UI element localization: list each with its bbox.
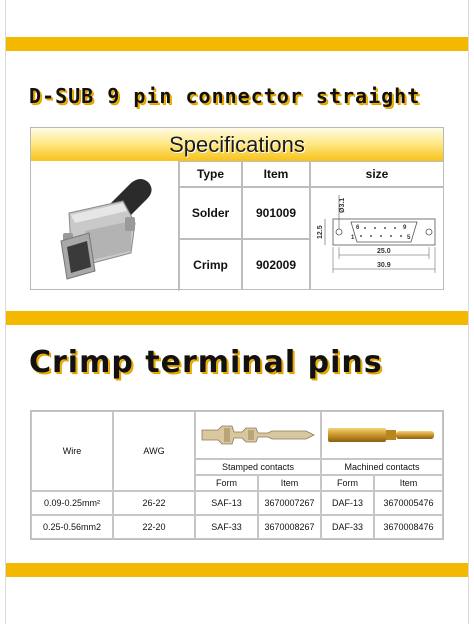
- row1-awg: 26-22: [113, 491, 195, 515]
- pin-6-label: 6: [356, 224, 360, 231]
- machined-contact-image: [321, 411, 443, 459]
- specifications-heading: Specifications: [31, 128, 443, 161]
- row-item-crimp: 902009: [242, 239, 310, 290]
- specifications-table: [30, 127, 444, 290]
- row2-stamped-form: SAF-33: [195, 515, 258, 539]
- col-header-size: size: [310, 161, 444, 187]
- pin-5-label: 5: [407, 234, 411, 241]
- stamped-contact-image: [195, 411, 321, 459]
- row-type-solder: Solder: [179, 187, 242, 239]
- group-machined-contacts: Machined contacts: [321, 459, 443, 475]
- col-header-type: Type: [179, 161, 242, 187]
- row1-machined-item: 3670005476: [374, 491, 443, 515]
- group-stamped-contacts: Stamped contacts: [195, 459, 321, 475]
- pin-1-label: 1: [351, 234, 355, 241]
- row2-awg: 22-20: [113, 515, 195, 539]
- crimp-pins-table: [30, 410, 444, 540]
- subheader-stamped-item: Item: [258, 475, 321, 491]
- accent-bar-top: [6, 37, 468, 51]
- col-header-wire: Wire: [31, 411, 113, 491]
- row1-wire: 0.09-0.25mm²: [31, 491, 113, 515]
- row2-stamped-item: 3670008267: [258, 515, 321, 539]
- row2-wire: 0.25-0.56mm2: [31, 515, 113, 539]
- pin-9-label: 9: [403, 224, 407, 231]
- col-header-awg: AWG: [113, 411, 195, 491]
- row2-machined-item: 3670008476: [374, 515, 443, 539]
- dim-inner: 25.0: [377, 247, 391, 255]
- dim-height: 12.5: [317, 224, 324, 239]
- row2-machined-form: DAF-33: [321, 515, 374, 539]
- row1-stamped-item: 3670007267: [258, 491, 321, 515]
- connector-photo: [31, 161, 179, 291]
- dim-outer: 30.9: [377, 261, 391, 269]
- dim-hole: Ø3.1: [339, 197, 346, 213]
- subheader-stamped-form: Form: [195, 475, 258, 491]
- row-item-solder: 901009: [242, 187, 310, 239]
- col-header-item: Item: [242, 161, 310, 187]
- section-title: Crimp terminal pins: [29, 345, 383, 380]
- page-title: D-SUB 9 pin connector straight: [29, 84, 421, 108]
- row1-stamped-form: SAF-13: [195, 491, 258, 515]
- subheader-machined-form: Form: [321, 475, 374, 491]
- accent-bar-bottom: [6, 563, 468, 577]
- subheader-machined-item: Item: [374, 475, 443, 491]
- accent-bar-middle: [6, 311, 468, 325]
- size-drawing-cell: [310, 187, 444, 290]
- row-type-crimp: Crimp: [179, 239, 242, 290]
- right-frame-edge: [468, 0, 469, 624]
- row1-machined-form: DAF-13: [321, 491, 374, 515]
